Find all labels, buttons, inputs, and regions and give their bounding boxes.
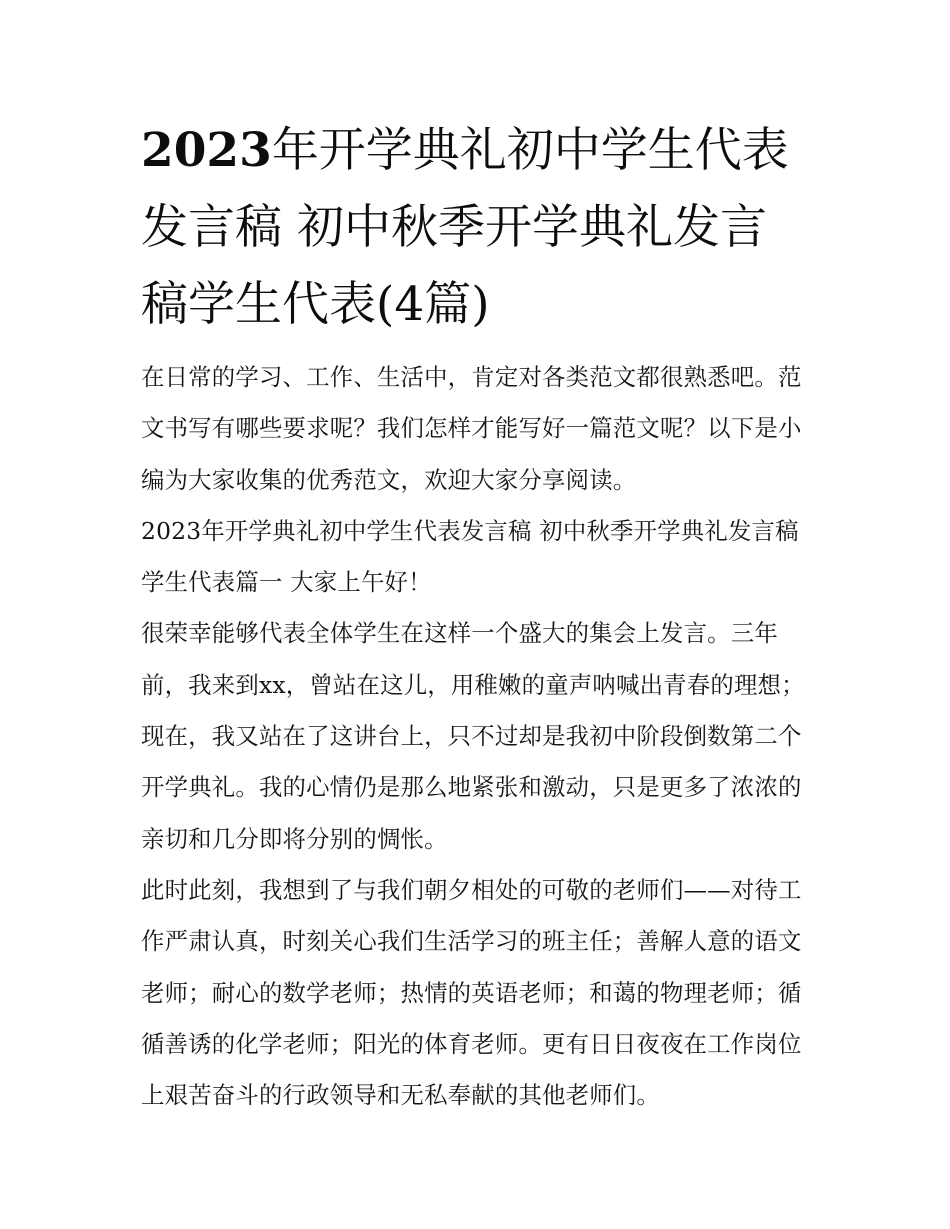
document-content xyxy=(141,112,813,1121)
document-title xyxy=(141,112,813,343)
intro-paragraph: 在日常的学习、工作、生活中，肯定对各类范文都很熟悉吧。范文书写有哪些要求呢？我们怎样才能写好一篇范文呢？以下是小编为大家收集的优秀范文，欢迎大家分享阅读。 xyxy=(141,363,802,494)
document-title-text: 年开学典礼初中学生代表发言稿 初中秋季开学典礼发言稿学生代表(4篇) xyxy=(141,123,789,332)
document-body xyxy=(141,352,813,1121)
document-title-year: 2023 xyxy=(141,123,272,178)
speech-paragraph-2: 此时此刻，我想到了与我们朝夕相处的可敬的老师们——对待工作严肃认真，时刻关心我们生活学习的班主任；善解人意的语文老师；耐心的数学老师；热情的英语老师；和蔼的物理老师；循循善诱的化学老师；阳光的体育老师。更有日日夜夜在工作岗位上艰苦奋斗的行政领导和无私奉献的其他老师们。 xyxy=(141,875,802,1110)
speech-paragraph-1: 很荣幸能够代表全体学生在这样一个盛大的集会上发言。三年前，我来到xx，曾站在这儿，用稚嫩的童声呐喊出青春的理想；现在，我又站在了这讲台上，只不过却是我初中阶段倒数第二个开学典礼。我的心情仍是那么地紧张和激动，只是更多了浓浓的亲切和几分即将分别的惆怅。 xyxy=(141,619,805,853)
section-heading-paragraph: 2023年开学典礼初中学生代表发言稿 初中秋季开学典礼发言稿学生代表篇一 大家上午好！ xyxy=(141,516,799,597)
